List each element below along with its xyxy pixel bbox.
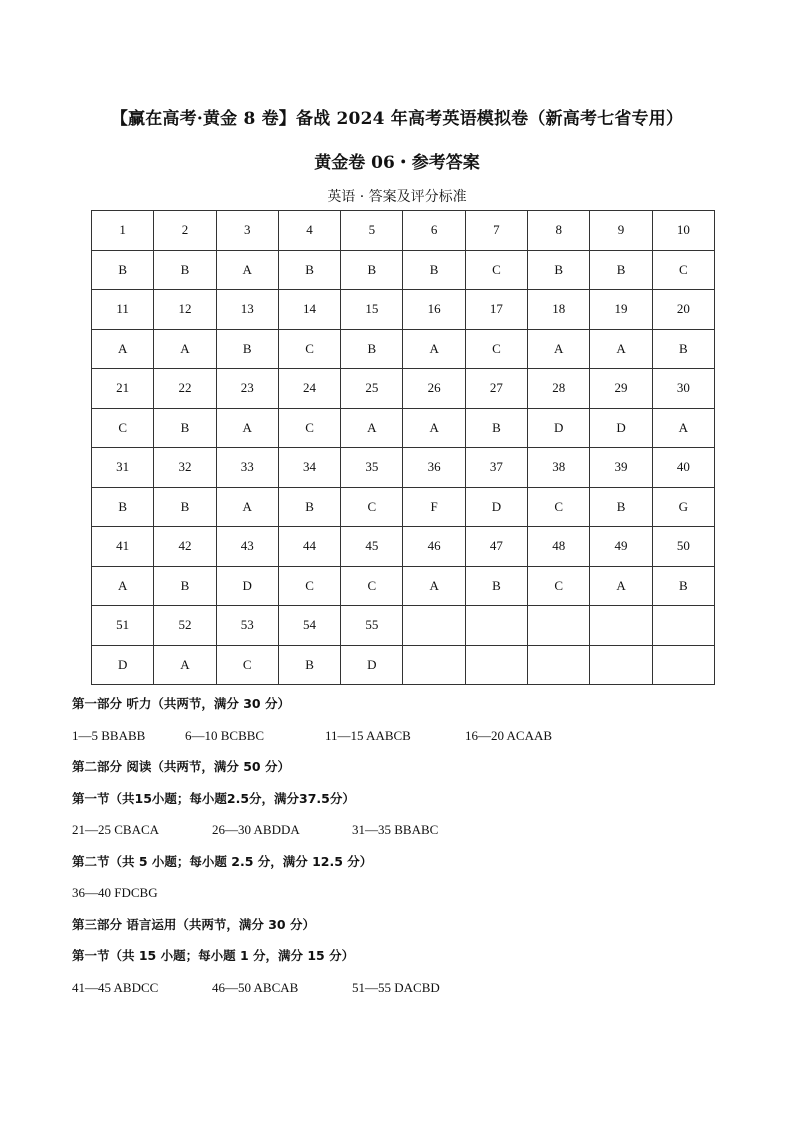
answer-cell: D	[590, 408, 652, 448]
question-number-cell: 35	[341, 448, 403, 488]
answer-cell: B	[465, 408, 527, 448]
question-number-cell: 28	[528, 369, 590, 409]
question-number-cell: 25	[341, 369, 403, 409]
answer-cell: B	[341, 250, 403, 290]
table-row	[92, 606, 715, 646]
answer-sections	[72, 688, 752, 1003]
table-row	[92, 527, 715, 567]
question-number-cell: 18	[528, 290, 590, 330]
question-number-cell	[652, 606, 714, 646]
answer-table	[91, 210, 715, 685]
question-number-cell: 45	[341, 527, 403, 567]
answer-cell: C	[465, 250, 527, 290]
answer-cell: A	[154, 329, 216, 369]
part2-section1-heading: 第一节（共15小题；每小题2.5分，满分37.5分）	[72, 790, 355, 806]
question-number-cell: 11	[92, 290, 154, 330]
question-number-cell: 20	[652, 290, 714, 330]
table-row	[92, 487, 715, 527]
question-number-cell: 55	[341, 606, 403, 646]
question-number-cell: 2	[154, 211, 216, 251]
answer-cell: B	[154, 566, 216, 606]
question-number-cell: 23	[216, 369, 278, 409]
answer-cell	[403, 645, 465, 685]
part1-heading: 第一部分 听力（共两节，满分 30 分）	[72, 696, 290, 711]
answer-group: 21—25 CBACA	[72, 822, 160, 837]
table-row	[92, 566, 715, 606]
answer-cell: A	[216, 250, 278, 290]
answer-group: 16—20 ACAAB	[465, 727, 553, 743]
question-number-cell: 53	[216, 606, 278, 646]
answer-cell: A	[92, 566, 154, 606]
part3-heading: 第三部分 语言运用（共两节，满分 30 分）	[72, 916, 315, 932]
question-number-cell	[590, 606, 652, 646]
question-number-cell: 19	[590, 290, 652, 330]
answer-cell: C	[92, 408, 154, 448]
question-number-cell: 40	[652, 448, 714, 488]
answer-group: 51—55 DACBD	[352, 979, 440, 995]
answer-cell: B	[216, 329, 278, 369]
answer-cell	[528, 645, 590, 685]
answer-cell: A	[154, 645, 216, 685]
answer-cell: B	[154, 487, 216, 527]
answer-cell: A	[216, 408, 278, 448]
question-number-cell: 38	[528, 448, 590, 488]
answer-group: 1—5 BBABB	[72, 727, 146, 743]
answer-cell: B	[92, 250, 154, 290]
answer-cell: A	[590, 329, 652, 369]
question-number-cell: 8	[528, 211, 590, 251]
question-number-cell: 6	[403, 211, 465, 251]
question-number-cell: 33	[216, 448, 278, 488]
question-number-cell: 3	[216, 211, 278, 251]
answer-cell: A	[403, 408, 465, 448]
question-number-cell: 5	[341, 211, 403, 251]
question-number-cell: 49	[590, 527, 652, 567]
answer-cell: B	[92, 487, 154, 527]
question-number-cell: 26	[403, 369, 465, 409]
answer-group: 11—15 AABCB	[325, 727, 411, 743]
answer-cell: C	[528, 566, 590, 606]
question-number-cell: 52	[154, 606, 216, 646]
answer-cell: C	[278, 566, 340, 606]
answer-cell: A	[528, 329, 590, 369]
question-number-cell: 16	[403, 290, 465, 330]
answer-cell: B	[590, 487, 652, 527]
table-row	[92, 329, 715, 369]
table-row	[92, 290, 715, 330]
question-number-cell: 7	[465, 211, 527, 251]
answer-group: 26—30 ABDDA	[212, 822, 300, 837]
answer-cell	[590, 645, 652, 685]
answer-cell: D	[92, 645, 154, 685]
answer-cell: B	[278, 645, 340, 685]
document-subtitle: 黄金卷 06・参考答案	[314, 153, 480, 173]
answer-cell: B	[278, 250, 340, 290]
question-number-cell: 30	[652, 369, 714, 409]
question-number-cell: 27	[465, 369, 527, 409]
answer-cell: A	[590, 566, 652, 606]
question-number-cell: 51	[92, 606, 154, 646]
table-row	[92, 645, 715, 685]
answer-cell: C	[465, 329, 527, 369]
question-number-cell: 36	[403, 448, 465, 488]
answer-cell: B	[278, 487, 340, 527]
answer-cell: B	[403, 250, 465, 290]
table-row	[92, 250, 715, 290]
question-number-cell: 17	[465, 290, 527, 330]
question-number-cell	[528, 606, 590, 646]
answer-table-body	[92, 211, 715, 685]
answer-cell: B	[652, 566, 714, 606]
question-number-cell: 4	[278, 211, 340, 251]
answer-cell: F	[403, 487, 465, 527]
part2-heading: 第二部分 阅读（共两节，满分 50 分）	[72, 759, 290, 774]
answer-cell: A	[652, 408, 714, 448]
answer-cell: D	[216, 566, 278, 606]
answer-cell: C	[278, 329, 340, 369]
question-number-cell: 1	[92, 211, 154, 251]
answer-cell: C	[341, 487, 403, 527]
answer-group: 36—40 FDCBG	[72, 885, 158, 900]
answer-group: 46—50 ABCAB	[212, 979, 299, 995]
question-number-cell: 47	[465, 527, 527, 567]
question-number-cell: 15	[341, 290, 403, 330]
answer-cell: D	[341, 645, 403, 685]
table-caption: 英语 · 答案及评分标准	[327, 189, 467, 205]
answer-cell: C	[528, 487, 590, 527]
answer-cell: A	[341, 408, 403, 448]
answer-cell: B	[154, 250, 216, 290]
question-number-cell: 13	[216, 290, 278, 330]
question-number-cell: 42	[154, 527, 216, 567]
question-number-cell: 34	[278, 448, 340, 488]
question-number-cell: 22	[154, 369, 216, 409]
answer-cell: B	[528, 250, 590, 290]
part3-section1-answers	[72, 972, 752, 1004]
question-number-cell: 50	[652, 527, 714, 567]
answer-cell: A	[92, 329, 154, 369]
table-row	[92, 369, 715, 409]
answer-cell: C	[216, 645, 278, 685]
answer-cell: A	[403, 566, 465, 606]
answer-group: 6—10 BCBBC	[185, 727, 265, 743]
question-number-cell	[465, 606, 527, 646]
table-row	[92, 448, 715, 488]
answer-cell: C	[278, 408, 340, 448]
answer-cell: C	[341, 566, 403, 606]
question-number-cell: 54	[278, 606, 340, 646]
answer-cell	[652, 645, 714, 685]
question-number-cell: 48	[528, 527, 590, 567]
answer-cell: B	[465, 566, 527, 606]
question-number-cell: 24	[278, 369, 340, 409]
part2-section1-answers	[72, 814, 752, 846]
document-title: 【赢在高考·黄金 8 卷】备战 2024 年高考英语模拟卷（新高考七省专用）	[110, 109, 684, 129]
answer-cell: A	[216, 487, 278, 527]
question-number-cell: 14	[278, 290, 340, 330]
question-number-cell: 9	[590, 211, 652, 251]
part1-answers	[72, 720, 752, 752]
answer-cell: G	[652, 487, 714, 527]
question-number-cell: 29	[590, 369, 652, 409]
question-number-cell: 10	[652, 211, 714, 251]
question-number-cell: 21	[92, 369, 154, 409]
answer-group: 31—35 BBABC	[352, 822, 439, 837]
answer-group: 41—45 ABDCC	[72, 979, 159, 995]
answer-cell: C	[652, 250, 714, 290]
question-number-cell: 31	[92, 448, 154, 488]
answer-cell: D	[528, 408, 590, 448]
answer-cell: A	[403, 329, 465, 369]
question-number-cell: 32	[154, 448, 216, 488]
answer-cell: B	[652, 329, 714, 369]
question-number-cell: 39	[590, 448, 652, 488]
answer-cell: D	[465, 487, 527, 527]
question-number-cell: 37	[465, 448, 527, 488]
part2-section2-heading: 第二节（共 5 小题；每小题 2.5 分，满分 12.5 分）	[72, 853, 373, 869]
part3-section1-heading: 第一节（共 15 小题；每小题 1 分，满分 15 分）	[72, 948, 355, 963]
question-number-cell: 43	[216, 527, 278, 567]
question-number-cell: 44	[278, 527, 340, 567]
answer-cell: B	[341, 329, 403, 369]
answer-cell: B	[154, 408, 216, 448]
part2-section2-answers	[72, 877, 752, 909]
question-number-cell	[403, 606, 465, 646]
answer-cell: B	[590, 250, 652, 290]
table-row	[92, 408, 715, 448]
question-number-cell: 41	[92, 527, 154, 567]
question-number-cell: 12	[154, 290, 216, 330]
table-row	[92, 211, 715, 251]
question-number-cell: 46	[403, 527, 465, 567]
answer-cell	[465, 645, 527, 685]
